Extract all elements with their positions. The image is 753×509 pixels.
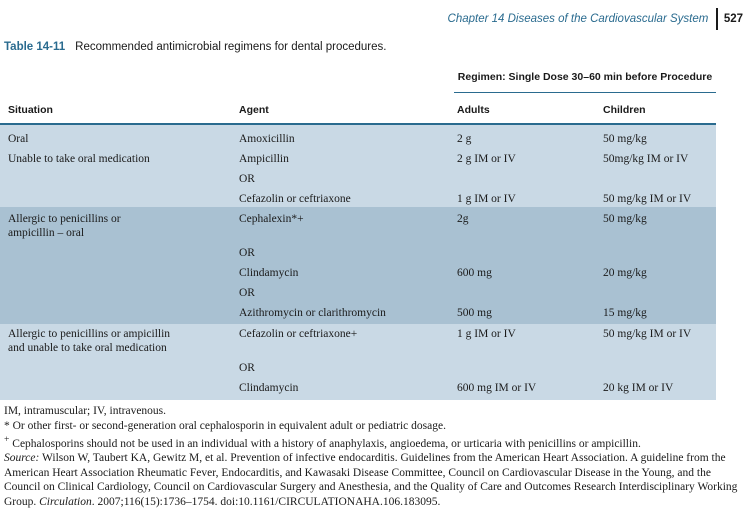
table-cell-adults: 600 mg IM or IV [457,382,537,394]
table-cell-adults: 600 mg [457,267,492,279]
footnotes [4,404,739,509]
table-cell-agent: OR [239,287,255,299]
table-cell-children: 20 mg/kg [603,267,647,279]
journal-name: Circulation [39,495,92,508]
regimen-header: Regimen: Single Dose 30–60 min before Procedure [457,71,713,83]
header-divider [716,8,718,30]
table-cell-agent: Cephalexin*+ [239,213,304,225]
footnote-source [4,451,739,509]
footnote-plus-mark: + [4,434,10,445]
table-cell-adults: 2 g IM or IV [457,153,516,165]
table-cell-situation: and unable to take oral medication [8,342,167,354]
table-cell-children: 50 mg/kg IM or IV [603,328,692,340]
table-cell-agent: OR [239,362,255,374]
table-cell-agent: Clindamycin [239,267,299,279]
table-cell-situation: ampicillin – oral [8,227,85,239]
table-cell-adults: 500 mg [457,307,492,319]
table-cell-adults: 2 g [457,133,472,145]
table-cell-children: 50mg/kg IM or IV [603,153,689,165]
table-cell-adults: 1 g IM or IV [457,328,516,340]
footnote-plus [4,433,739,451]
page-number: 527 [723,13,743,25]
chapter-title: Chapter 14 Diseases of the Cardiovascular System [447,13,709,25]
table-cell-agent: Amoxicillin [239,133,295,145]
column-header-situation: Situation [8,104,53,116]
table-cell-children: 50 mg/kg [603,133,647,145]
source-text: Wilson W, Taubert KA, Gewitz M, et al. Prevention of infective endocarditis. Guidelines from the American Heart Association. A guideline from the American Heart Association Rheumatic Fever, Endocarditis, and Kawasaki Disease Committee, Council on Cardiovascular Disease in the Young, and the Council on Clinical Cardiology, Council on Cardiovascular Surgery and Anesthesia, and the Quality of Care and Outcomes Research Interdisciplinary Working Group. [4,452,738,508]
table-cell-situation: Unable to take oral medication [8,153,150,165]
table-cell-agent: Clindamycin [239,382,299,394]
column-header-agent: Agent [239,104,269,116]
footnote-abbreviations: IM, intramuscular; IV, intravenous. [4,405,167,417]
table-cell-adults: 1 g IM or IV [457,193,516,205]
table-cell-children: 20 kg IM or IV [603,382,674,394]
table-cell-agent: Azithromycin or clarithromycin [239,307,386,319]
table-cell-children: 15 mg/kg [603,307,647,319]
table-cell-agent: OR [239,247,255,259]
table-cell-children: 50 mg/kg IM or IV [603,193,692,205]
table-cell-agent: Ampicillin [239,153,289,165]
table-cell-situation: Oral [8,133,29,145]
column-header-children: Children [603,104,646,116]
table-cell-agent: Cefazolin or ceftriaxone+ [239,328,358,340]
table-cell-agent: OR [239,173,255,185]
table-caption [4,41,386,53]
table-cell-agent: Cefazolin or ceftriaxone [239,193,351,205]
source-label: Source: [4,452,40,465]
regimen-rule [454,92,716,93]
citation-details: . 2007;116(15):1736–1754. doi:10.1161/CIRCULATIONAHA.106.183095. [91,495,441,508]
column-header-adults: Adults [457,104,490,116]
table-cell-situation: Allergic to penicillins or [8,213,121,225]
table-title: Recommended antimicrobial regimens for dental procedures. [75,41,387,53]
footnote-star: * Or other first- or second-generation oral cephalosporin in equivalent adult or pediatric dosage. [4,419,446,432]
table-number: Table 14-11 [4,41,66,53]
table-cell-situation: Allergic to penicillins or ampicillin [8,328,171,340]
table-cell-adults: 2g [457,213,469,225]
running-header [448,8,743,30]
table-cell-children: 50 mg/kg [603,213,647,225]
footnote-plus-text: Cephalosporins should not be used in an individual with a history of anaphylaxis, angioedema, or urticaria with penicillins or ampicillin. [9,437,641,450]
